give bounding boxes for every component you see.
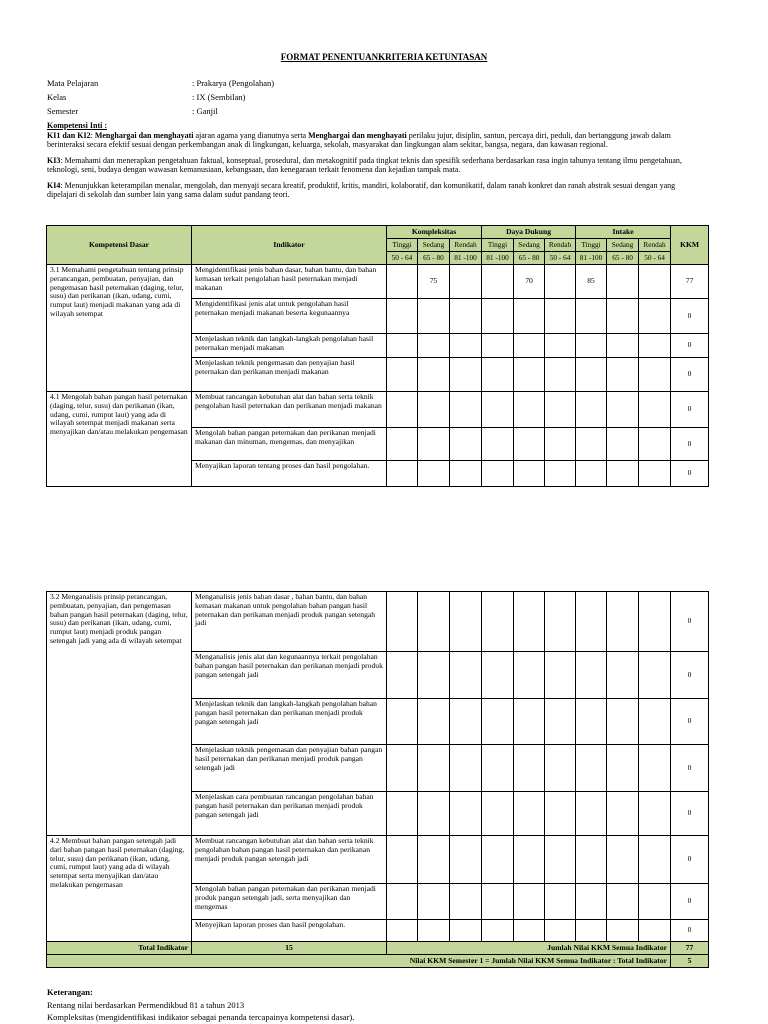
- header-range: 65 - 80: [514, 252, 545, 265]
- score-cell: [514, 836, 545, 884]
- ki3-text: : Memahami dan menerapkan pengetahuan faktual, konseptual, prosedural, dan metakognitif pada tingkat teknis dan spesifik sederhana berdasarkan rasa ingin tahunya tentang ilmu pengetahuan, teknologi, seni, budaya dengan wawasan kemanusiaan, kebangsaan, dan kenegaraan terkait fenomena dan kejadian tampak mata.: [47, 155, 682, 174]
- score-cell: [514, 745, 545, 792]
- score-cell: [576, 652, 607, 699]
- header-level: Tinggi: [576, 239, 607, 252]
- kd-cell-4-2: 4.2 Membuat bahan pangan setengah jadi dari bahan pangan hasil peternakan (daging, telur, susu) dan perikanan (ikan, udang, cumi, rumput laut) yang ada di wilayah setempat serta menyajikan dan/atau melakukan pengemasan: [47, 836, 192, 942]
- score-cell: [418, 592, 450, 652]
- score-cell: [482, 392, 514, 428]
- score-cell: [418, 392, 450, 428]
- score-cell: [545, 358, 576, 392]
- score-cell: [576, 920, 607, 942]
- indicator-cell: Menyejikan laporan proses dan hasil pengolahan.: [192, 920, 387, 942]
- score-cell: [482, 884, 514, 920]
- score-cell: [418, 652, 450, 699]
- score-cell: [514, 884, 545, 920]
- score-cell: [576, 428, 607, 461]
- score-cell: [545, 299, 576, 334]
- score-cell: 75: [418, 265, 450, 299]
- total-indicator-label: Total Indikator: [47, 942, 192, 955]
- table-row: [47, 392, 709, 428]
- score-cell: [607, 884, 639, 920]
- kkm-value: 0: [671, 358, 709, 392]
- score-cell: [576, 334, 607, 358]
- header-range: 50 - 64: [387, 252, 418, 265]
- score-cell: [639, 358, 671, 392]
- score-cell: [514, 699, 545, 745]
- header-indikator: Indikator: [192, 226, 387, 265]
- score-cell: [514, 428, 545, 461]
- score-cell: [639, 920, 671, 942]
- score-cell: [482, 920, 514, 942]
- indicator-cell: Mengolah bahan pangan peternakan dan perikanan menjadi produk pangan setengah jadi, serta menyajikan dan mengemas: [192, 884, 387, 920]
- score-cell: [545, 265, 576, 299]
- score-cell: [450, 461, 482, 487]
- score-cell: [514, 392, 545, 428]
- score-cell: [418, 699, 450, 745]
- kkm-value: 0: [671, 428, 709, 461]
- table-row: [47, 836, 709, 884]
- ki3-label: KI3: [47, 155, 61, 165]
- score-cell: [576, 592, 607, 652]
- score-cell: [545, 652, 576, 699]
- score-cell: [639, 265, 671, 299]
- header-level: Tinggi: [482, 239, 514, 252]
- score-cell: [639, 592, 671, 652]
- kkm-value: 0: [671, 745, 709, 792]
- indicator-cell: Menjelaskan teknik dan langkah-langkah pengolahan hasil peternakan menjadi makanan: [192, 334, 387, 358]
- kkm-value: 0: [671, 699, 709, 745]
- score-cell: [545, 392, 576, 428]
- indicator-cell: Menjelaskan teknik dan langkah-langkah pengolahan bahan pangan hasil peternakan dan perikanan menjadi produk pangan setengah jadi: [192, 699, 387, 745]
- score-cell: [387, 265, 418, 299]
- header-level: Rendah: [545, 239, 576, 252]
- kkm-value: 0: [671, 792, 709, 836]
- score-cell: [607, 461, 639, 487]
- indicator-cell: Menjelaskan teknik pengemasan dan penyajian hasil peternakan dan perikanan menjadi makanan: [192, 358, 387, 392]
- score-cell: [418, 792, 450, 836]
- score-cell: [450, 592, 482, 652]
- kkm-table-part-2: [46, 591, 709, 968]
- score-cell: [387, 461, 418, 487]
- score-cell: [639, 652, 671, 699]
- score-cell: [514, 920, 545, 942]
- header-level: Sedang: [607, 239, 639, 252]
- meta-row-subject: [47, 76, 274, 90]
- total-indicator-value: 15: [192, 942, 387, 955]
- header-range: 81 -100: [576, 252, 607, 265]
- ki12-label: KI1 dan KI2: [47, 130, 91, 140]
- score-cell: [387, 699, 418, 745]
- score-cell: [514, 652, 545, 699]
- header-level: Sedang: [418, 239, 450, 252]
- score-cell: [607, 592, 639, 652]
- score-cell: [514, 592, 545, 652]
- score-cell: [482, 792, 514, 836]
- notes-line: Kompleksitas (mengidentifikasi indikator sebagai penanda tercapainya kompetensi dasar).: [47, 1012, 355, 1022]
- indicator-cell: Mengidentifikasi jenis bahan dasar, bahan bantu, dan bahan kemasan terkait pengolahan hasil peternakan menjadi makanan: [192, 265, 387, 299]
- score-cell: [482, 699, 514, 745]
- table-row: [47, 592, 709, 652]
- score-cell: [607, 745, 639, 792]
- header-level: Sedang: [514, 239, 545, 252]
- meta-label: Mata Pelajaran: [47, 78, 99, 88]
- score-cell: [545, 461, 576, 487]
- kkm-value: 0: [671, 884, 709, 920]
- score-cell: [387, 920, 418, 942]
- ki12-sep: :: [90, 130, 95, 140]
- score-cell: [418, 299, 450, 334]
- score-cell: [482, 265, 514, 299]
- meta-value: : Prakarya (Pengolahan): [192, 78, 275, 88]
- score-cell: [418, 920, 450, 942]
- kkm-value: 0: [671, 461, 709, 487]
- kkm-value: 0: [671, 299, 709, 334]
- score-cell: [545, 592, 576, 652]
- score-cell: [387, 745, 418, 792]
- kkm-value: 0: [671, 592, 709, 652]
- header-row-groups: [47, 226, 709, 239]
- score-cell: [450, 745, 482, 792]
- score-cell: [387, 392, 418, 428]
- score-cell: [514, 334, 545, 358]
- header-range: 65 - 80: [418, 252, 450, 265]
- score-cell: [639, 745, 671, 792]
- header-kkm: KKM: [671, 226, 709, 265]
- indicator-cell: Menganalisis jenis alat dan kegunaannya terkait pengolahan bahan pangan hasil peternakan dan perikanan menjadi produk pangan setengah jadi: [192, 652, 387, 699]
- ki12-text-2: perilaku jujur, disiplin, santun, percaya diri, peduli, dan bertanggung jawab dalam berinteraksi secara efektif sesuai dengan perkembangan anak di lingkungan, keluarga, sekolah, masyarakat dan lingkungan alam sekitar, bangsa, negara, dan kawasan regional.: [47, 130, 671, 149]
- score-cell: [639, 699, 671, 745]
- indicator-cell: Menyajikan laporan tentang proses dan hasil pengolahan.: [192, 461, 387, 487]
- score-cell: [607, 428, 639, 461]
- score-cell: [387, 334, 418, 358]
- header-intake: Intake: [576, 226, 671, 239]
- kd-cell-3-1: 3.1 Memahami pengetahuan tentang prinsip perancangan, pembuatan, penyajian, dan pengemasan hasil peternakan (daging, telur, susu) dan perikanan (ikan, udang, cumi, rumput laut) menjadi makanan yang ada di wilayah setempat: [47, 265, 192, 392]
- subject-info: [47, 76, 274, 118]
- score-cell: [607, 652, 639, 699]
- notes-line: Rentang nilai berdasarkan Permendikbud 81 a tahun 2013: [47, 999, 245, 1010]
- score-cell: [450, 334, 482, 358]
- score-cell: [418, 358, 450, 392]
- score-cell: [482, 652, 514, 699]
- score-cell: [514, 299, 545, 334]
- header-level: Rendah: [639, 239, 671, 252]
- score-cell: [607, 699, 639, 745]
- score-cell: [576, 358, 607, 392]
- semester-kkm-label: Nilai KKM Semester 1 = Jumlah Nilai KKM Semua Indikator : Total Indikator: [47, 955, 671, 968]
- notes-heading: Keterangan:: [47, 987, 93, 997]
- score-cell: [387, 792, 418, 836]
- score-cell: [639, 428, 671, 461]
- score-cell: [639, 884, 671, 920]
- score-cell: [639, 792, 671, 836]
- score-cell: [545, 792, 576, 836]
- sum-kkm-value: 77: [671, 942, 709, 955]
- score-cell: [482, 358, 514, 392]
- ki12-text-1: ajaran agama yang dianutnya serta: [193, 130, 309, 140]
- header-range: 50 - 64: [639, 252, 671, 265]
- table-row: [47, 265, 709, 299]
- header-kompetensi-dasar: Kompetensi Dasar: [47, 226, 192, 265]
- score-cell: [450, 920, 482, 942]
- score-cell: [450, 836, 482, 884]
- indicator-cell: Menganalisis jenis bahan dasar , bahan bantu, dan bahan kemasan makanan untuk pengolahan bahan pangan hasil peternakan dan perikanan menjadi produk pangan setengah jadi: [192, 592, 387, 652]
- score-cell: [450, 792, 482, 836]
- header-level: Rendah: [450, 239, 482, 252]
- meta-label: Semester: [47, 106, 79, 116]
- score-cell: [450, 884, 482, 920]
- meta-value: : Ganjil: [192, 106, 218, 116]
- score-cell: [450, 428, 482, 461]
- score-cell: [450, 392, 482, 428]
- semester-kkm-row: [47, 955, 709, 968]
- indicator-cell: Mengidentifikasi jenis alat untuk pengolahan hasil peternakan menjadi makanan beserta kegunaannya: [192, 299, 387, 334]
- score-cell: [514, 792, 545, 836]
- score-cell: [576, 699, 607, 745]
- ki12-paragraph: [47, 131, 707, 150]
- score-cell: [607, 920, 639, 942]
- meta-value: : IX (Sembilan): [192, 92, 246, 102]
- ki12-bold-1: Menghargai dan menghayati: [94, 130, 194, 140]
- indicator-cell: Membuat rancangan kebutuhan alat dan bahan serta teknik pengolahan hasil peternakan dan perikanan menjadi makanan: [192, 392, 387, 428]
- ki4-paragraph: [47, 181, 707, 200]
- score-cell: [639, 392, 671, 428]
- meta-row-class: [47, 90, 274, 104]
- total-row: [47, 942, 709, 955]
- semester-kkm-value: 5: [671, 955, 709, 968]
- score-cell: [545, 884, 576, 920]
- kkm-value: 77: [671, 265, 709, 299]
- score-cell: [450, 299, 482, 334]
- score-cell: [639, 299, 671, 334]
- indicator-cell: Membuat rancangan kebutuhan alat dan bahan serta teknik pengolahan bahan pangan hasil peternakan dan perikanan menjadi produk pangan setengah jadi: [192, 836, 387, 884]
- score-cell: [387, 358, 418, 392]
- score-cell: [387, 836, 418, 884]
- score-cell: [387, 592, 418, 652]
- score-cell: [576, 461, 607, 487]
- score-cell: [387, 652, 418, 699]
- ki12-bold-2: Menghargai dan menghayati: [308, 130, 407, 140]
- score-cell: [387, 884, 418, 920]
- score-cell: [514, 461, 545, 487]
- score-cell: [482, 461, 514, 487]
- score-cell: [639, 836, 671, 884]
- ki4-label: KI4: [47, 180, 61, 190]
- score-cell: [576, 884, 607, 920]
- score-cell: [607, 792, 639, 836]
- score-cell: [545, 699, 576, 745]
- ki-heading: Kompetensi Inti :: [47, 121, 107, 130]
- score-cell: [607, 299, 639, 334]
- score-cell: [418, 884, 450, 920]
- ki3-paragraph: [47, 156, 707, 175]
- score-cell: [482, 299, 514, 334]
- score-cell: [576, 745, 607, 792]
- header-range: 81 -100: [482, 252, 514, 265]
- score-cell: [418, 836, 450, 884]
- meta-label: Kelas: [47, 92, 67, 102]
- kkm-table-part-1: [46, 225, 709, 487]
- score-cell: [387, 299, 418, 334]
- score-cell: [450, 652, 482, 699]
- score-cell: [545, 920, 576, 942]
- header-range: 65 - 80: [607, 252, 639, 265]
- score-cell: [607, 265, 639, 299]
- score-cell: [607, 334, 639, 358]
- score-cell: 70: [514, 265, 545, 299]
- score-cell: [482, 745, 514, 792]
- indicator-cell: Mengolah bahan pangan peternakan dan perikanan menjadi makanan dan minuman, mengemas, dan menyajikan: [192, 428, 387, 461]
- kd-cell-3-2: 3.2 Menganalisis prinsip perancangan, pembuatan, penyajian, dan pengemasan bahan pangan hasil peternakan (daging, telur, susu) dan perikanan (ikan, udang, cumi, rumput laut) menjadi produk pangan setengah jadi yang ada di wilayah setempat: [47, 592, 192, 836]
- header-range: 81 -100: [450, 252, 482, 265]
- score-cell: [607, 358, 639, 392]
- score-cell: [482, 334, 514, 358]
- indicator-cell: Menjelaskan teknik pengemasan dan penyajian bahan pangan hasil peternakan dan perikanan menjadi produk pangan setengah jadi: [192, 745, 387, 792]
- score-cell: [418, 461, 450, 487]
- score-cell: [545, 428, 576, 461]
- score-cell: [482, 836, 514, 884]
- score-cell: [387, 428, 418, 461]
- score-cell: [607, 836, 639, 884]
- score-cell: 85: [576, 265, 607, 299]
- score-cell: [639, 334, 671, 358]
- score-cell: [514, 358, 545, 392]
- score-cell: [576, 792, 607, 836]
- score-cell: [418, 428, 450, 461]
- indicator-cell: Menjelaskan cara pembuatan rancangan pengolahan bahan pangan hasil peternakan dan perikanan menjadi produk pangan setengah jadi: [192, 792, 387, 836]
- kkm-value: 0: [671, 920, 709, 942]
- header-daya-dukung: Daya Dukung: [482, 226, 576, 239]
- score-cell: [482, 428, 514, 461]
- score-cell: [545, 745, 576, 792]
- kkm-value: 0: [671, 392, 709, 428]
- header-kompleksitas: Kompleksitas: [387, 226, 482, 239]
- score-cell: [450, 699, 482, 745]
- score-cell: [450, 265, 482, 299]
- notes-section: [47, 986, 354, 1024]
- document-title: FORMAT PENENTUANKRITERIA KETUNTASAN: [280, 52, 488, 62]
- ki4-text: : Menunjukkan keterampilan menalar, mengolah, dan menyaji secara kreatif, produktif, kritis, mandiri, kolaboratif, dan komunikatif, dalam ranah konkret dan ranah abstrak sesuai dengan yang dipelajari di sekolah dan sumber lain yang sama dalam sudut pandang teori.: [47, 180, 676, 199]
- score-cell: [576, 299, 607, 334]
- score-cell: [576, 392, 607, 428]
- meta-row-semester: [47, 104, 274, 118]
- score-cell: [607, 392, 639, 428]
- kkm-value: 0: [671, 334, 709, 358]
- score-cell: [418, 334, 450, 358]
- header-level: Tinggi: [387, 239, 418, 252]
- kkm-value: 0: [671, 652, 709, 699]
- score-cell: [545, 334, 576, 358]
- kd-cell-4-1: 4.1 Mengolah bahan pangan hasil peternakan (daging, telur, susu) dan perikanan (ikan, udang, cumi, rumput laut) yang ada di wilayah setempat menjadi makanan serta menyajikan dan/atau melakukan pengemasan: [47, 392, 192, 487]
- score-cell: [639, 461, 671, 487]
- score-cell: [418, 745, 450, 792]
- sum-kkm-label: Jumlah Nilai KKM Semua Indikator: [387, 942, 671, 955]
- score-cell: [576, 836, 607, 884]
- header-range: 50 - 64: [545, 252, 576, 265]
- score-cell: [450, 358, 482, 392]
- score-cell: [545, 836, 576, 884]
- score-cell: [482, 592, 514, 652]
- core-competencies: [47, 121, 707, 206]
- kkm-value: 0: [671, 836, 709, 884]
